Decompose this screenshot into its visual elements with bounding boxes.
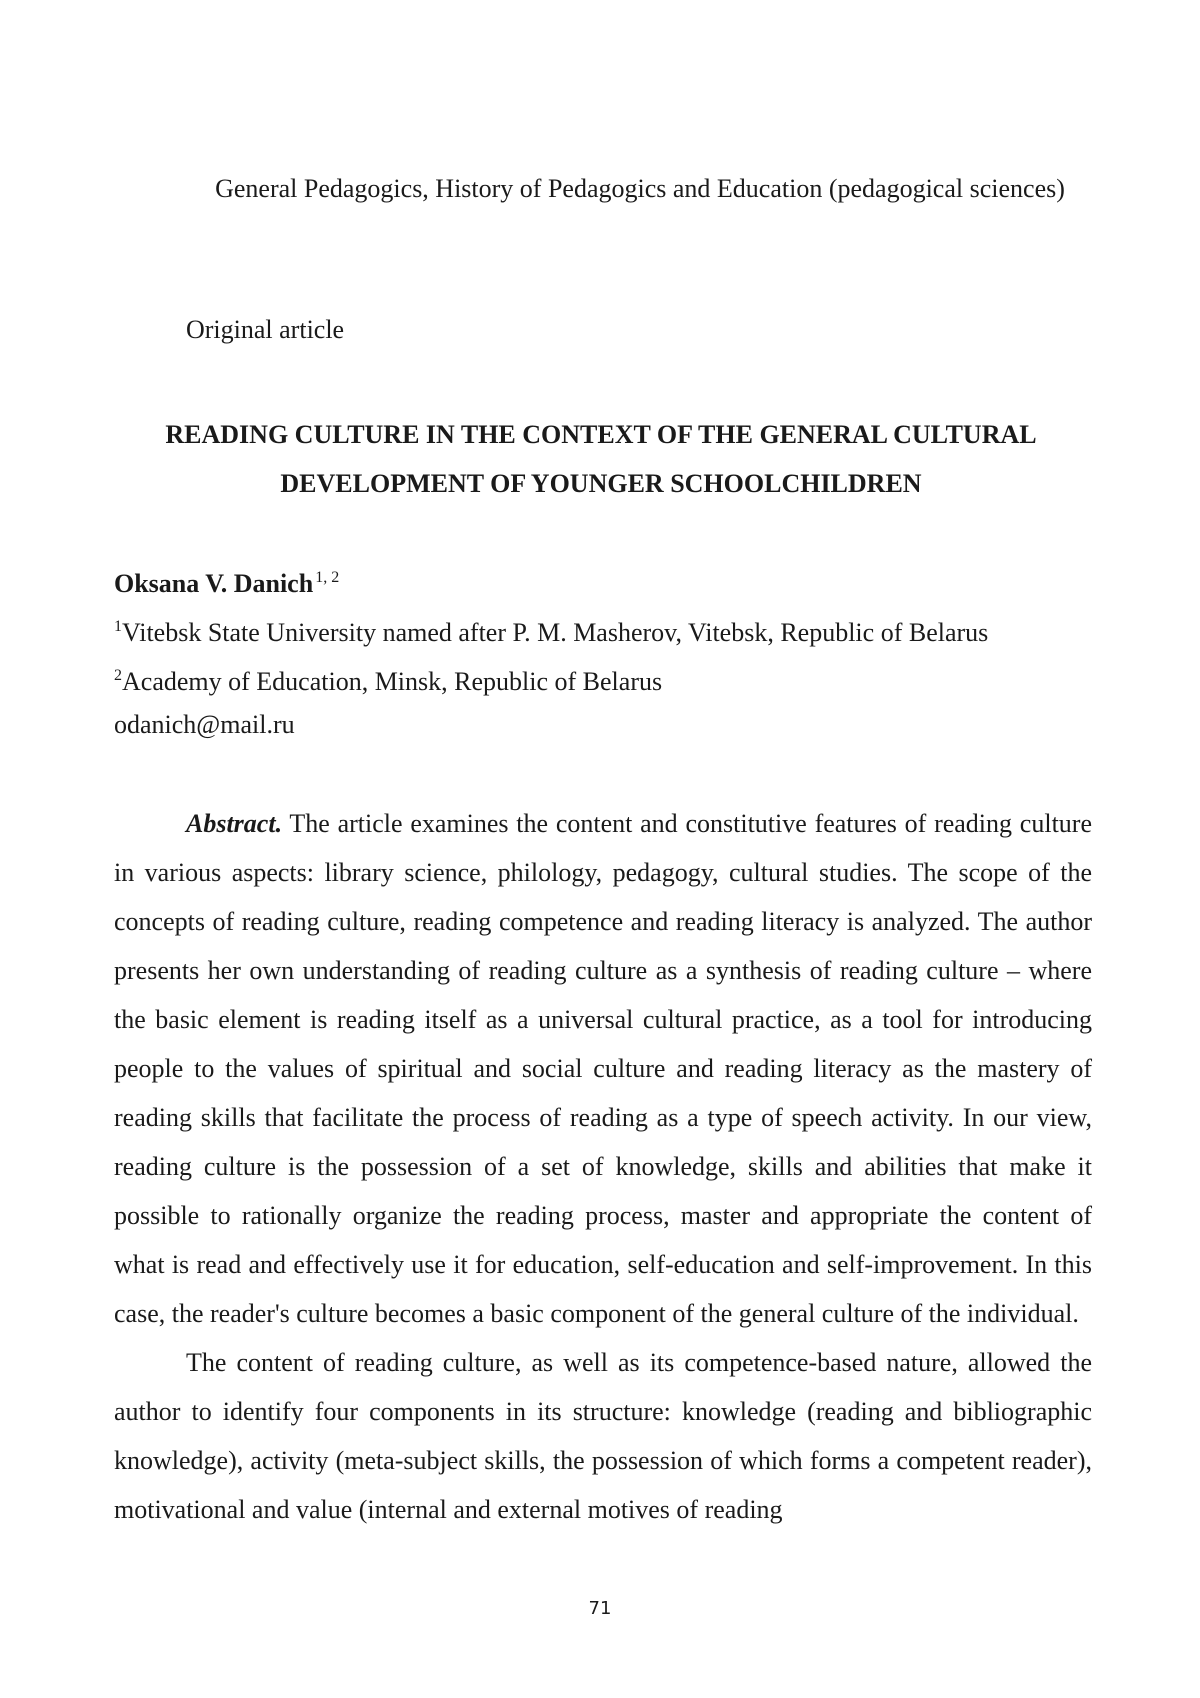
abstract-section	[114, 799, 1092, 1534]
affiliation-1-text: Vitebsk State University named after P. M. Masherov, Vitebsk, Republic of Belarus	[122, 618, 989, 647]
affiliation-2-mark: 2	[114, 667, 122, 684]
affiliation-1	[114, 609, 988, 651]
affiliation-2-text: Academy of Education, Minsk, Republic of Belarus	[122, 667, 663, 696]
page-number: 71	[588, 1598, 612, 1619]
abstract-label: Abstract.	[186, 809, 283, 838]
journal-rubric: General Pedagogics, History of Pedagogics and Education (pedagogical sciences)	[215, 174, 1065, 203]
author-affiliation-marks: 1, 2	[315, 569, 340, 586]
author-name: Oksana V. Danich	[114, 569, 314, 598]
article-type: Original article	[186, 315, 345, 344]
abstract-paragraph-1-text: The article examines the content and constitutive features of reading culture in various aspects: library science, philology, pedagogy, cultural studies. The scope of the concepts of reading culture, reading competence and reading literacy is analyzed. The author presents her own understanding of reading culture as a synthesis of reading culture – where the basic element is reading itself as a universal cultural practice, as a tool for introducing people to the values of spiritual and social culture and reading literacy as the mastery of reading skills that facilitate the process of reading as a type of speech activity. In our view, reading culture is the possession of a set of knowledge, skills and abilities that make it possible to rationally organize the reading process, master and appropriate the content of what is read and effectively use it for education, self-education and self-improvement. In this case, the reader's culture becomes a basic component of the general culture of the individual.	[114, 809, 1092, 1328]
affiliation-1-mark: 1	[114, 618, 122, 635]
author-email: odanich@mail.ru	[114, 710, 295, 739]
author-line	[114, 560, 339, 602]
affiliation-2	[114, 658, 662, 700]
abstract-paragraph-2: The content of reading culture, as well as its competence-based nature, allowed the author to identify four components in its structure: knowledge (reading and bibliographic knowledge), activity (meta-subject skills, the possession of which forms a competent reader), motivational and value (internal and external motives of reading	[114, 1348, 1092, 1524]
article-title: READING CULTURE IN THE CONTEXT OF THE GENERAL CULTURAL DEVELOPMENT OF YOUNGER SCHOOLCHILDREN	[165, 420, 1037, 498]
abstract-paragraph-1	[114, 799, 1092, 1338]
